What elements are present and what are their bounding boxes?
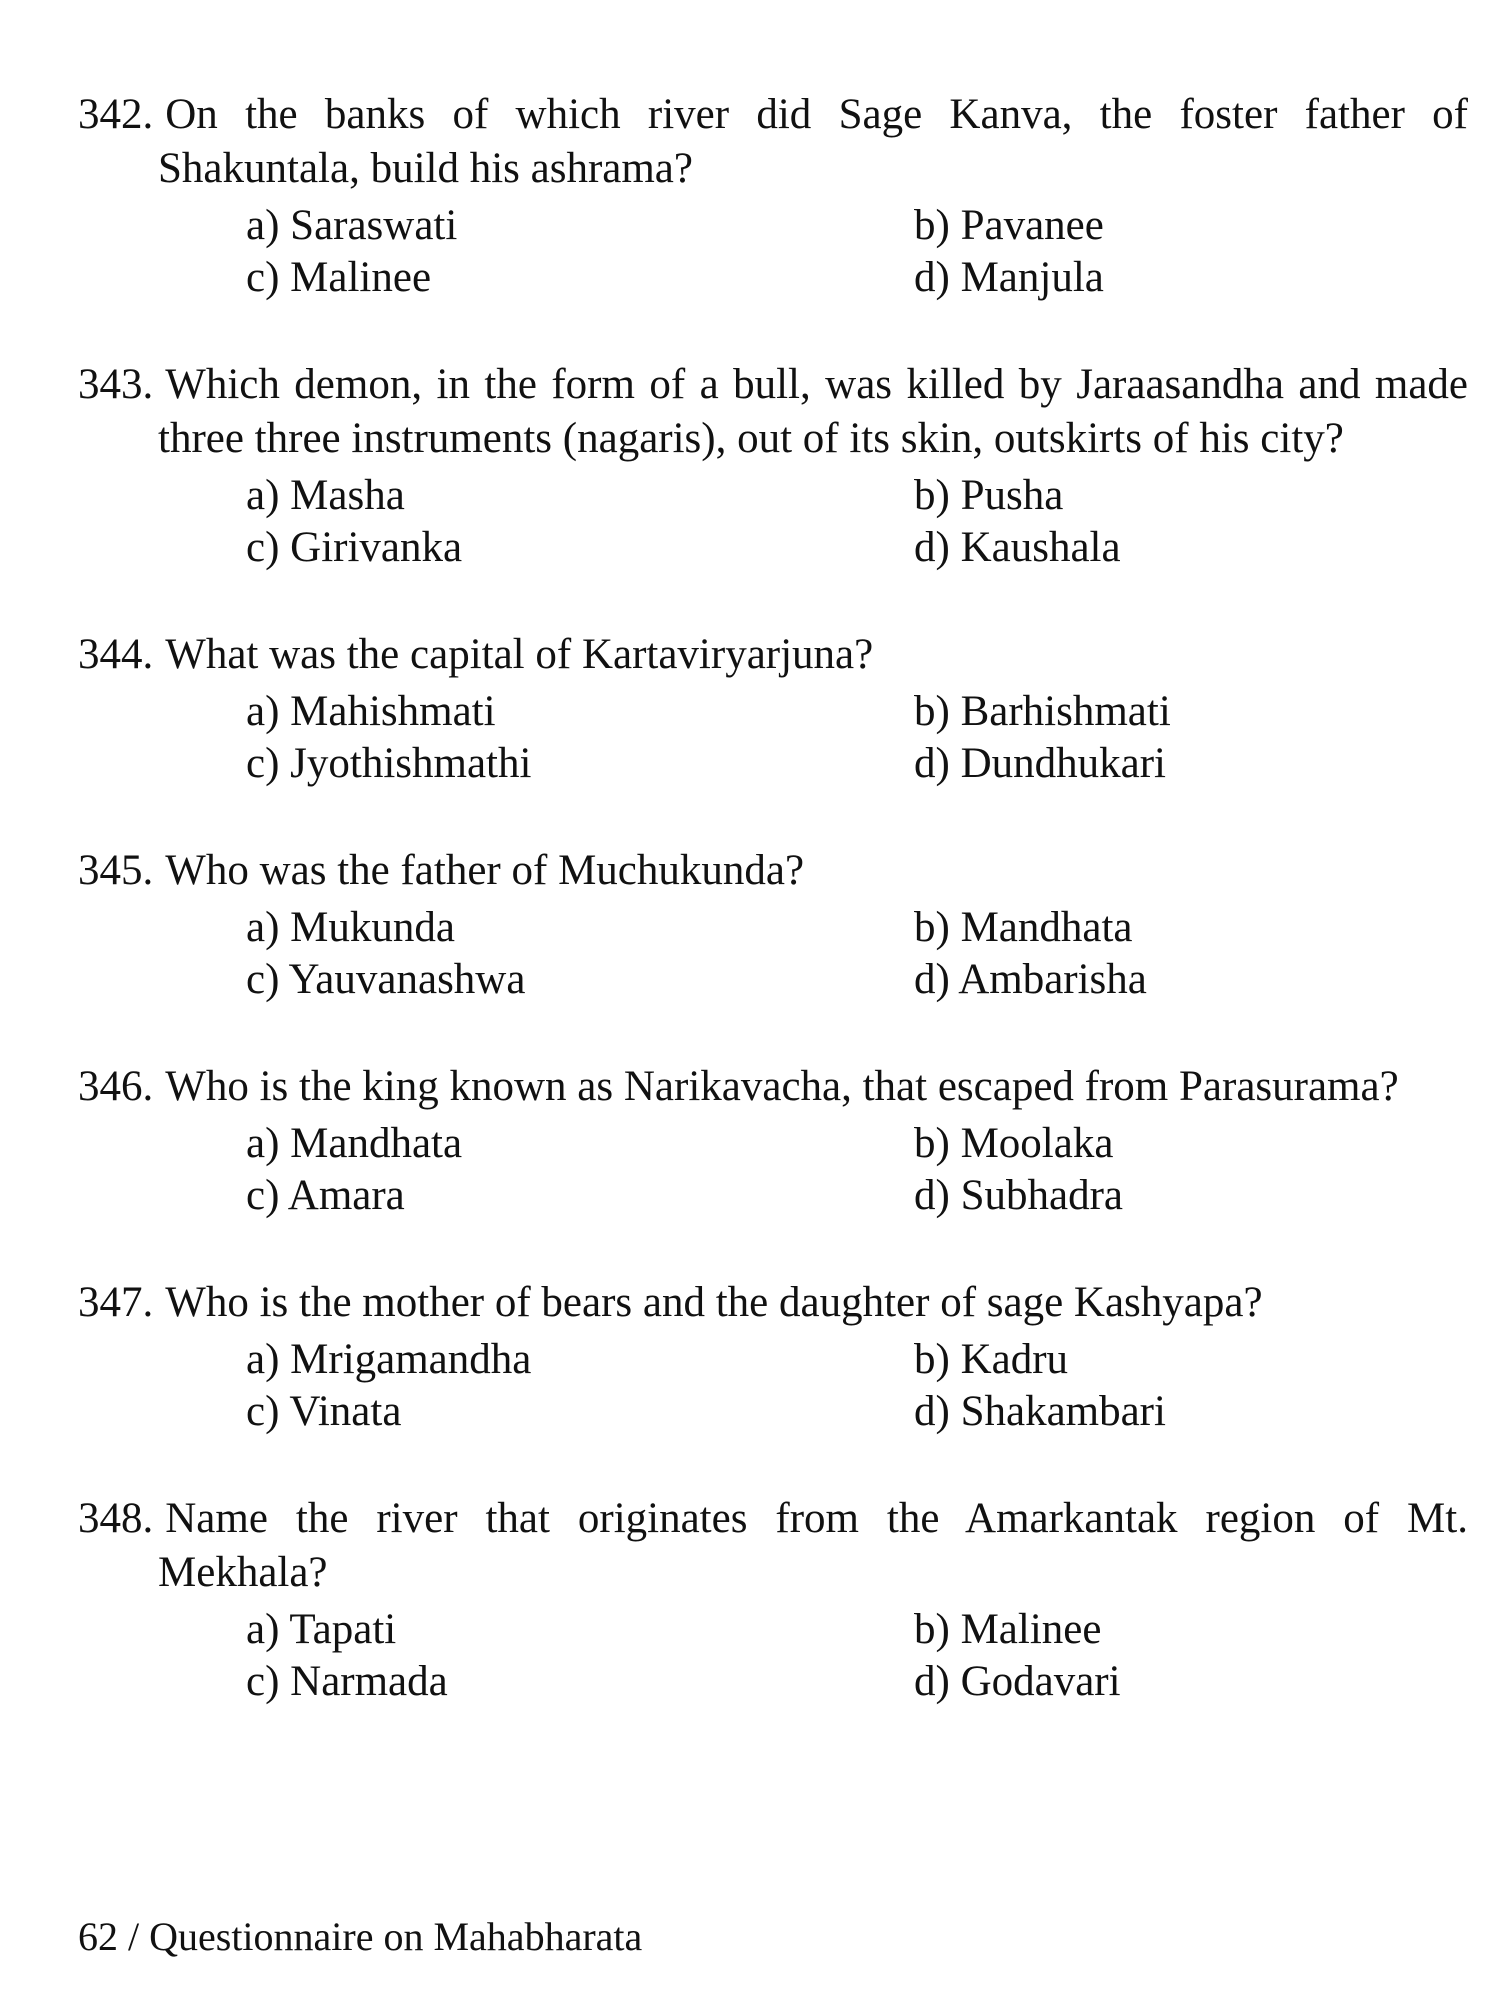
option-d: d) Kaushala xyxy=(914,524,1121,571)
question-number: 347. xyxy=(78,1279,154,1326)
question-text xyxy=(78,1492,1468,1600)
option-d: d) Shakambari xyxy=(914,1388,1166,1435)
question-number: 342. xyxy=(78,91,154,138)
question-345 xyxy=(78,844,1468,1006)
option-c: c) Vinata xyxy=(246,1388,402,1435)
question-body: What was the capital of Kartaviryarjuna? xyxy=(165,631,874,678)
options xyxy=(246,1118,1468,1222)
option-d: d) Subhadra xyxy=(914,1172,1123,1219)
option-c: c) Yauvanashwa xyxy=(246,956,526,1003)
page-footer: 62 / Questionnaire on Mahabharata xyxy=(78,1914,643,1959)
question-list xyxy=(78,88,1468,1762)
question-body: Who was the father of Muchukunda? xyxy=(165,847,805,894)
question-text xyxy=(78,628,1468,682)
question-348 xyxy=(78,1492,1468,1708)
question-number: 343. xyxy=(78,361,154,408)
options xyxy=(246,200,1468,304)
options xyxy=(246,470,1468,574)
options xyxy=(246,1604,1468,1708)
options xyxy=(246,686,1468,790)
question-body: Who is the king known as Narikavacha, that escaped from Parasurama? xyxy=(165,1063,1399,1110)
option-a: a) Masha xyxy=(246,472,405,519)
option-c: c) Amara xyxy=(246,1172,405,1219)
option-a: a) Tapati xyxy=(246,1606,397,1653)
option-d: d) Ambarisha xyxy=(914,956,1147,1003)
question-347 xyxy=(78,1276,1468,1438)
question-text xyxy=(78,844,1468,898)
question-number: 346. xyxy=(78,1063,154,1110)
option-a: a) Saraswati xyxy=(246,202,458,249)
question-text xyxy=(78,88,1468,196)
question-number: 345. xyxy=(78,847,154,894)
question-342 xyxy=(78,88,1468,304)
option-b: b) Moolaka xyxy=(914,1120,1114,1167)
question-346 xyxy=(78,1060,1468,1222)
question-body: Who is the mother of bears and the daughter of sage Kashyapa? xyxy=(165,1279,1263,1326)
question-body: On the banks of which river did Sage Kanva, the foster father of Shakuntala, build his ashrama? xyxy=(158,91,1468,192)
option-a: a) Mandhata xyxy=(246,1120,463,1167)
option-b: b) Kadru xyxy=(914,1336,1069,1383)
options xyxy=(246,902,1468,1006)
option-b: b) Pusha xyxy=(914,472,1064,519)
option-c: c) Narmada xyxy=(246,1658,448,1705)
question-text xyxy=(78,1276,1468,1330)
question-number: 348. xyxy=(78,1495,154,1542)
question-text xyxy=(78,1060,1468,1114)
option-c: c) Jyothishmathi xyxy=(246,740,532,787)
option-c: c) Girivanka xyxy=(246,524,463,571)
question-343 xyxy=(78,358,1468,574)
options xyxy=(246,1334,1468,1438)
option-d: d) Manjula xyxy=(914,254,1104,301)
question-number: 344. xyxy=(78,631,154,678)
question-body: Which demon, in the form of a bull, was killed by Jaraasandha and made three three instruments (nagaris), out of its skin, outskirts of his city? xyxy=(158,361,1468,462)
option-a: a) Mrigamandha xyxy=(246,1336,532,1383)
option-d: d) Godavari xyxy=(914,1658,1121,1705)
option-c: c) Malinee xyxy=(246,254,432,301)
option-d: d) Dundhukari xyxy=(914,740,1166,787)
option-b: b) Pavanee xyxy=(914,202,1104,249)
question-body: Name the river that originates from the Amarkantak region of Mt. Mekhala? xyxy=(158,1495,1468,1596)
option-b: b) Mandhata xyxy=(914,904,1133,951)
option-b: b) Malinee xyxy=(914,1606,1102,1653)
option-a: a) Mahishmati xyxy=(246,688,496,735)
option-a: a) Mukunda xyxy=(246,904,455,951)
option-b: b) Barhishmati xyxy=(914,688,1171,735)
question-text xyxy=(78,358,1468,466)
question-344 xyxy=(78,628,1468,790)
